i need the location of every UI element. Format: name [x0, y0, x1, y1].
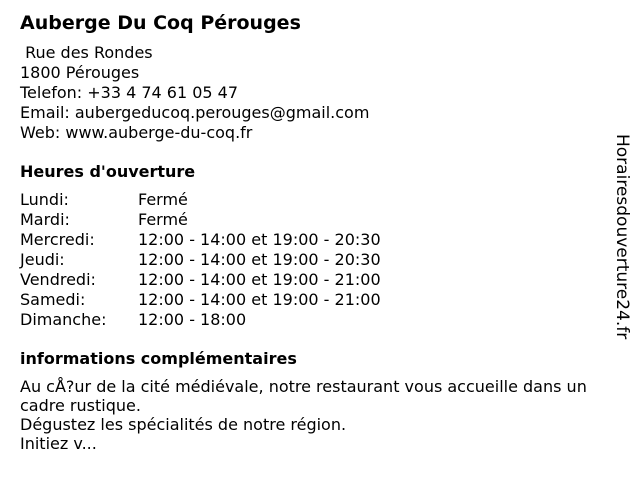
- day-hours: Fermé: [138, 190, 188, 209]
- hours-row-wednesday: [20, 230, 381, 250]
- hours-row-monday: [20, 190, 381, 210]
- city-address: 1800 Pérouges: [20, 63, 140, 82]
- info-paragraph: Initiez v...: [20, 434, 97, 453]
- info-paragraph: Dégustez les spécialités de notre région.: [20, 415, 347, 434]
- hours-row-tuesday: [20, 210, 381, 230]
- business-card: [20, 10, 610, 453]
- day-hours: 12:00 - 14:00 et 19:00 - 20:30: [138, 230, 381, 249]
- day-hours: 12:00 - 14:00 et 19:00 - 21:00: [138, 290, 381, 309]
- day-label: Vendredi:: [20, 270, 96, 289]
- day-label: Jeudi:: [20, 250, 65, 269]
- opening-hours-table: [20, 190, 381, 330]
- day-hours: 12:00 - 18:00: [138, 310, 247, 329]
- hours-row-friday: [20, 270, 381, 290]
- hours-row-saturday: [20, 290, 381, 310]
- day-label: Dimanche:: [20, 310, 107, 329]
- additional-info-heading: informations complémentaires: [20, 349, 297, 368]
- hours-row-thursday: [20, 250, 381, 270]
- day-label: Mercredi:: [20, 230, 95, 249]
- phone-line: Telefon: +33 4 74 61 05 47: [20, 83, 239, 102]
- day-hours: Fermé: [138, 210, 188, 229]
- day-label: Mardi:: [20, 210, 70, 229]
- info-paragraph: Au cÅ?ur de la cité médiévale, notre restaurant vous accueille dans un cadre rustique.: [20, 377, 587, 415]
- site-watermark: Horairesdouverture24.fr: [612, 134, 632, 340]
- day-hours: 12:00 - 14:00 et 19:00 - 20:30: [138, 250, 381, 269]
- opening-hours-heading: Heures d'ouverture: [20, 162, 196, 181]
- hours-row-sunday: [20, 310, 381, 330]
- day-label: Lundi:: [20, 190, 69, 209]
- business-name: Auberge Du Coq Pérouges: [20, 12, 301, 34]
- day-label: Samedi:: [20, 290, 86, 309]
- additional-info-text: [20, 377, 620, 453]
- web-line: Web: www.auberge-du-coq.fr: [20, 123, 253, 142]
- address-block: [20, 43, 610, 143]
- street-address: Rue des Rondes: [20, 43, 153, 62]
- day-hours: 12:00 - 14:00 et 19:00 - 21:00: [138, 270, 381, 289]
- email-line: Email: aubergeducoq.perouges@gmail.com: [20, 103, 370, 122]
